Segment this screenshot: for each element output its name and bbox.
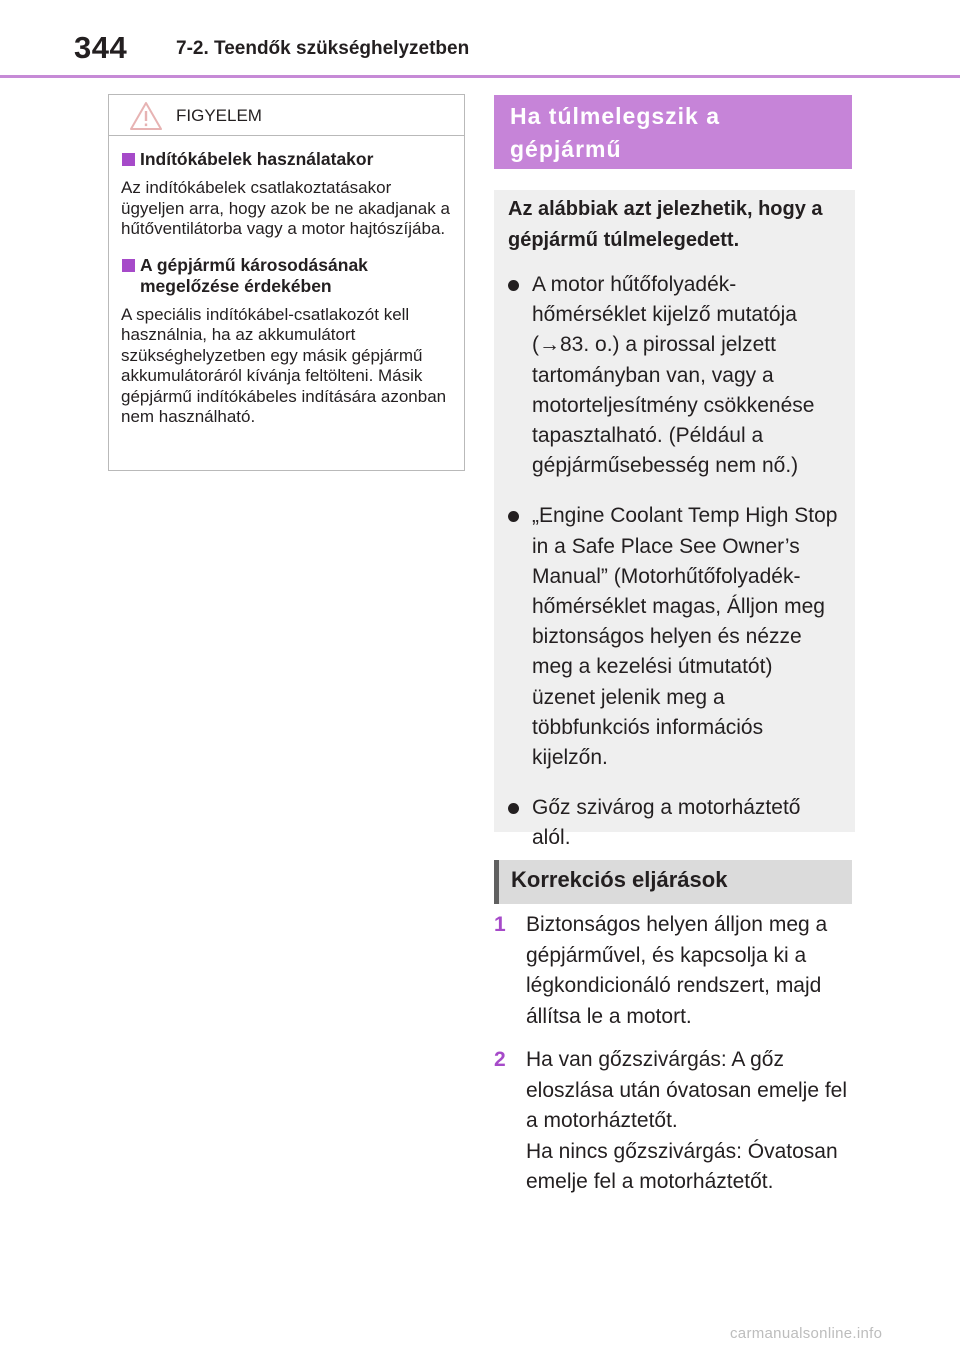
step-text: Biztonságos helyen álljon meg a gépjárművel, és kapcsolja ki a légkondicionáló rendszert, majd állítsa le a motort. [526,913,828,1028]
warning-subheading-text: Indítókábelek használatakor [140,149,374,169]
warning-header [109,95,464,136]
warning-paragraph: Az indítókábelek csatlakoztatásakor ügyeljen arra, hogy azok be ne akadjanak a hűtőventilátorba vagy a motor hajtószíjába. [121,178,450,238]
page-number: 344 [74,30,128,65]
corrections-heading: Korrekciós eljárások [494,860,852,904]
step-item [494,910,856,1032]
list-item: A motor hűtőfolyadék-hőmérséklet kijelző mutatója (→83. o.) a pirossal jelzett tartományban van, vagy a motorteljesítmény csökkenése tapasztalható. (Például a gépjárműsebesség nem nő.) [508,270,841,481]
warning-label: FIGYELEM [176,106,262,125]
warning-subheading-cables [121,149,450,170]
step-text: Ha nincs gőzszivárgás: Óvatosan emelje fel a motorháztetőt. [526,1139,838,1193]
header-rule [0,75,960,78]
step-number: 1 [494,913,506,936]
section-title: 7-2. Teendők szükséghelyzetben [176,38,470,59]
warning-subheading-damage [121,255,450,297]
overheat-intro: Az alábbiak azt jelezhetik, hogy a gépjármű túlmelegedett. [508,198,823,251]
step-item [494,1045,856,1198]
list-item: „Engine Coolant Temp High Stop in a Safe Place See Owner’s Manual” (Motorhűtőfolyadék-hőmérséklet magas, Álljon meg biztonságos helyen és nézze meg a kezelési útmutatót) üzenet jelenik meg a többfunkciós információs kijelzőn. [508,501,841,773]
step-number: 2 [494,1048,506,1071]
warning-triangle-icon [129,101,163,131]
page-header [0,0,960,80]
overheat-list [508,270,841,854]
warning-body [109,136,464,428]
warning-paragraph: A speciális indítókábel-csatlakozót kell használnia, ha az akkumulátort szükséghelyzetben egy másik gépjármű akkumulátoráról kívánja feltölteni. Másik gépjármű indítókábeles indítására azonban nem használható. [121,304,447,426]
overheat-heading: Ha túlmelegszik a gépjármű [494,95,852,169]
square-bullet-icon [122,153,135,166]
warning-box [108,94,465,471]
list-item: Gőz szivárog a motorháztető alól. [508,793,841,853]
corrections-steps [494,910,856,1211]
watermark: carmanualsonline.info [730,1325,883,1342]
step-text: Ha van gőzszivárgás: A gőz eloszlása után óvatosan emelje fel a motorháztetőt. [526,1048,848,1132]
overheat-signs-box [494,190,855,850]
square-bullet-icon [122,259,135,272]
warning-subheading-text: A gépjármű károsodásának megelőzése érdekében [140,254,368,296]
